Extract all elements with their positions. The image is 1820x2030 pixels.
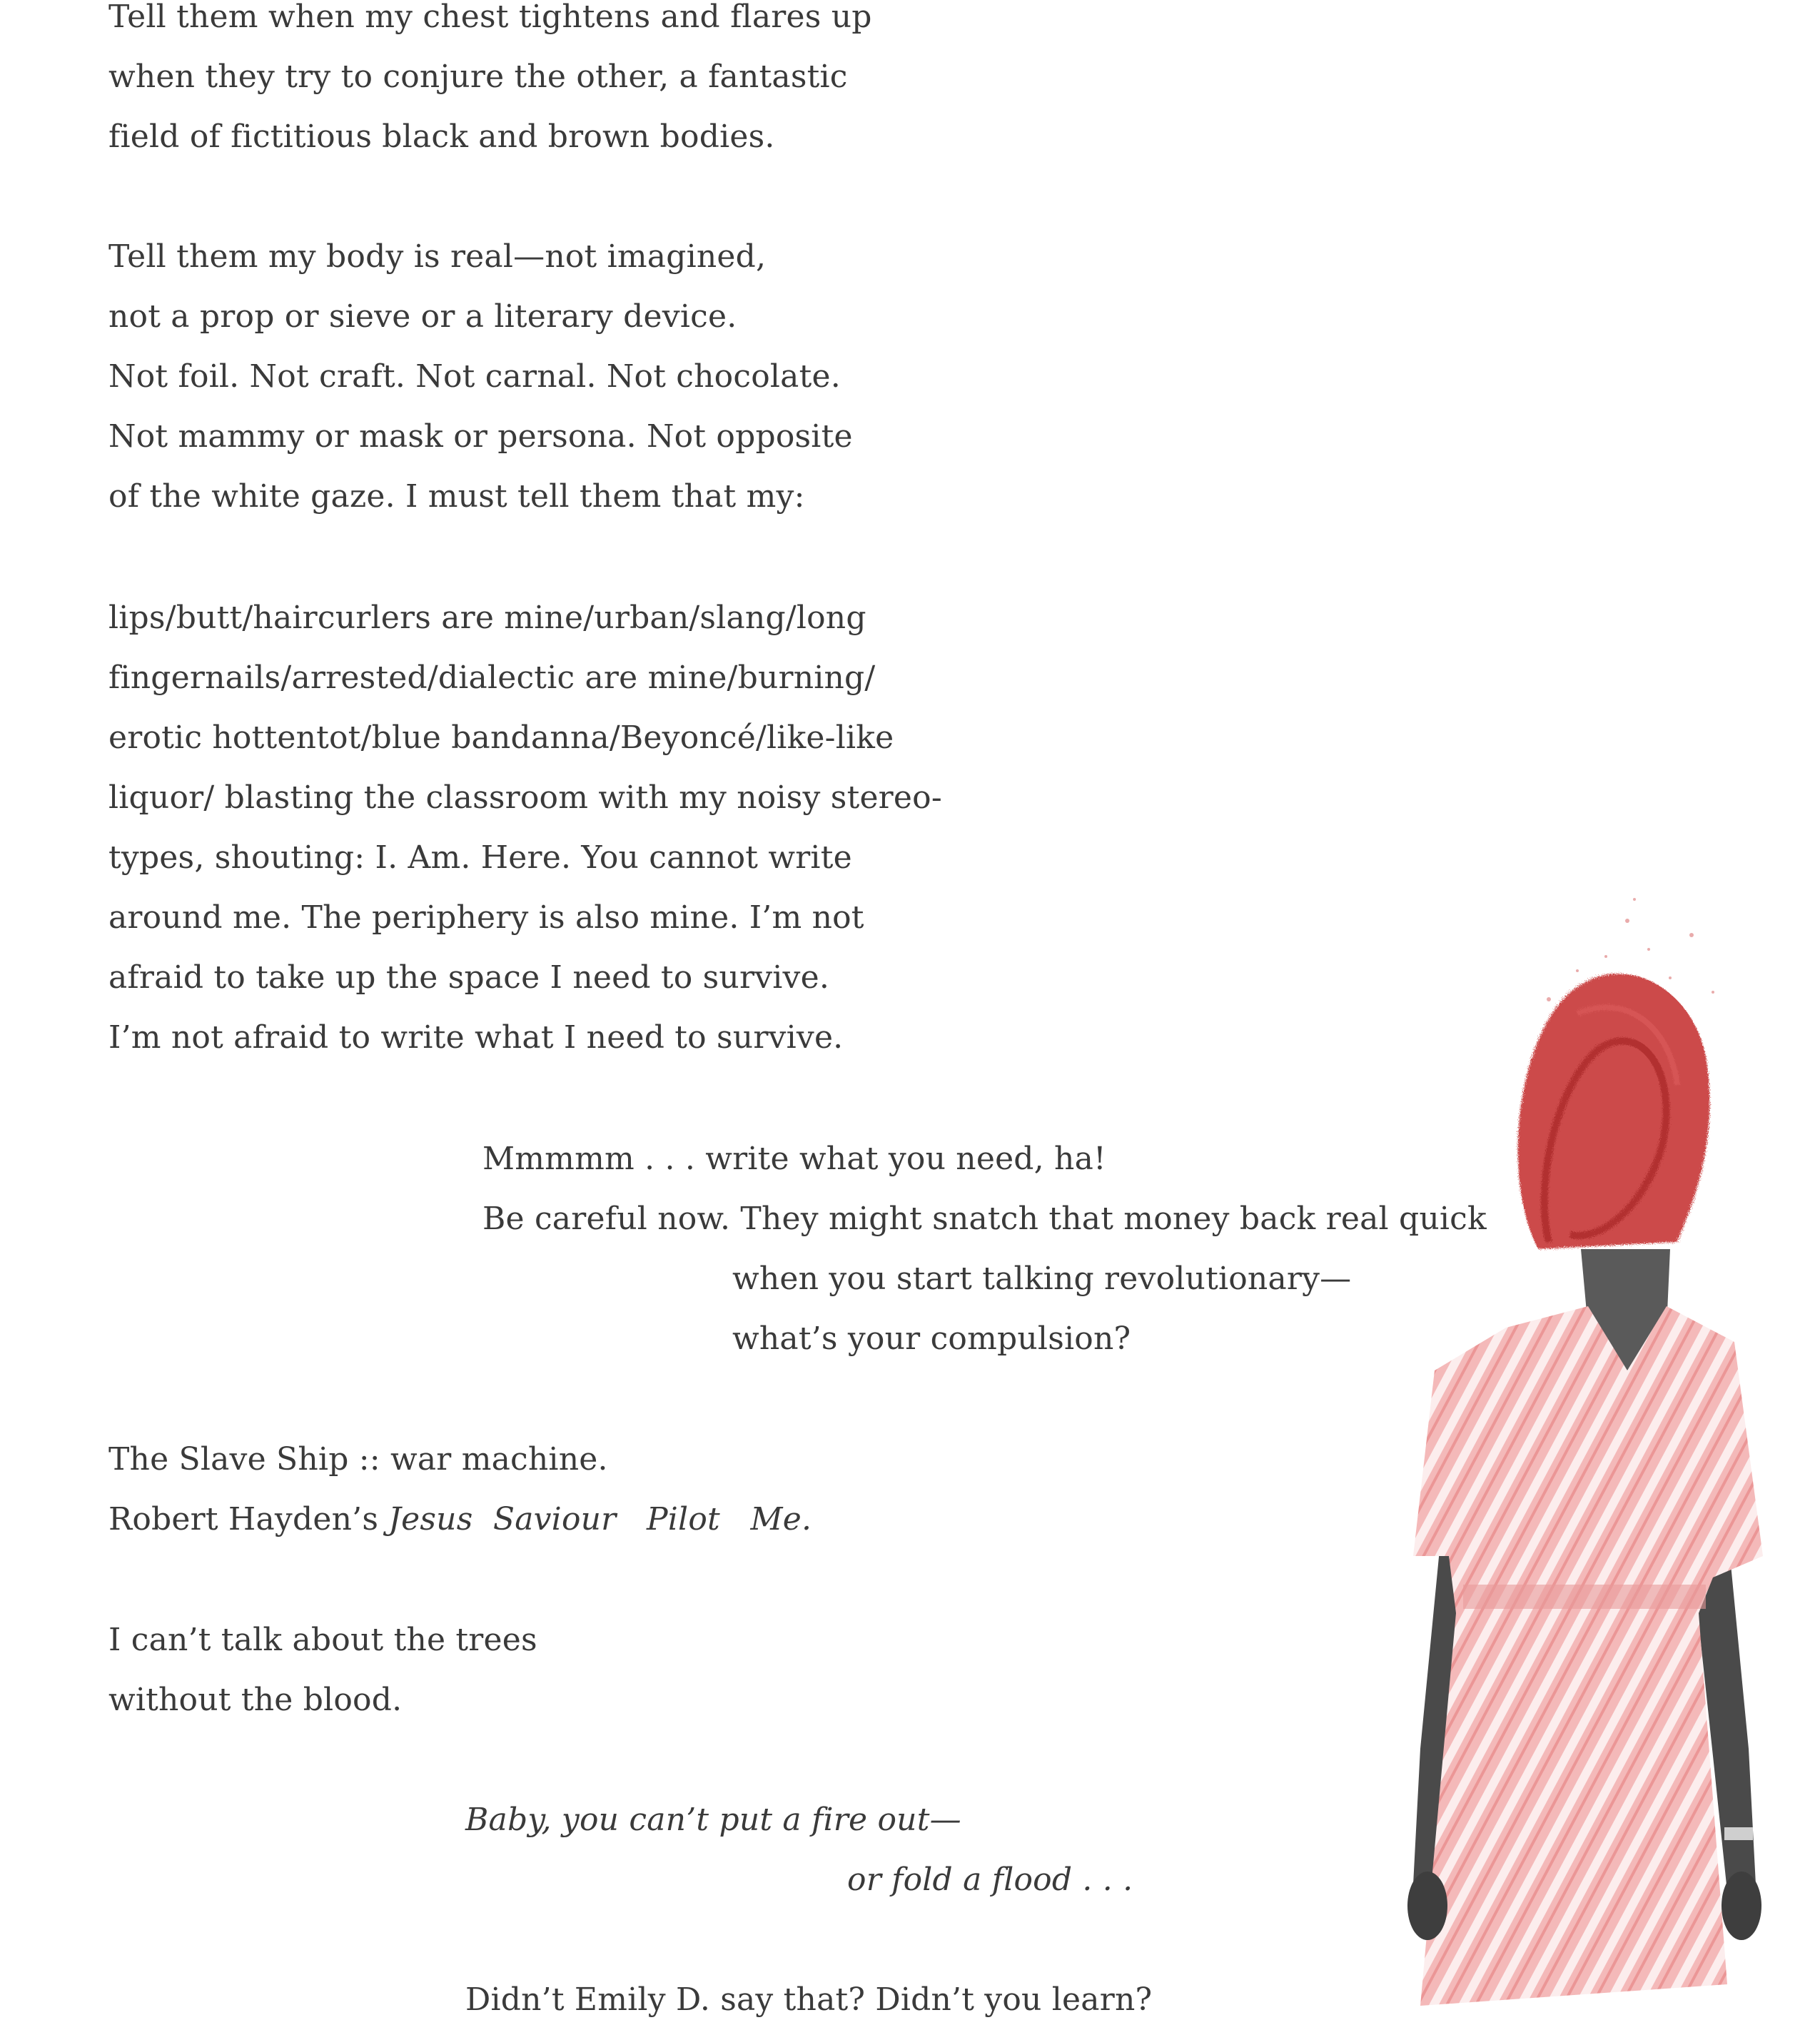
stanza-7 (465, 1790, 1133, 1910)
poem-line: fingernails/arrested/dialectic are mine/burning/ (108, 660, 876, 696)
poem-line: liquor/ blasting the classroom with my noisy stereo- (108, 779, 942, 816)
poem-line: not a prop or sieve or a literary device. (108, 298, 737, 335)
stanza-2 (108, 227, 853, 527)
right-hand-shape (1722, 1872, 1761, 1940)
stanza-4 (482, 1129, 1487, 1369)
poem-line: without the blood. (108, 1682, 403, 1718)
dress-belt-shape (1463, 1585, 1706, 1609)
stanza-8 (465, 1970, 1152, 2030)
poem-line: when they try to conjure the other, a fantastic (108, 59, 848, 95)
poem-title-italic: Jesus Saviour Pilot Me. (388, 1501, 812, 1537)
stanza-5 (108, 1430, 812, 1550)
poem-line: afraid to take up the space I need to survive. (108, 959, 830, 996)
poem-text: Robert Hayden’s (108, 1501, 389, 1537)
poem-line: Not foil. Not craft. Not carnal. Not chocolate. (108, 358, 841, 395)
poem-line: around me. The periphery is also mine. I’m not (108, 899, 864, 936)
stanza-6 (108, 1610, 537, 1730)
poem-line: I’m not afraid to write what I need to survive. (108, 1019, 844, 1056)
poem-line: Be careful now. They might snatch that money back real quick (482, 1201, 1487, 1237)
poem-line: The Slave Ship :: war machine. (108, 1441, 608, 1478)
poem-line (108, 1490, 812, 1550)
collage-figure-illustration (1392, 871, 1791, 2013)
poem-line: Not mammy or mask or persona. Not opposite (108, 418, 853, 455)
left-hand-shape (1407, 1872, 1447, 1940)
poem-line: of the white gaze. I must tell them that my: (108, 478, 805, 515)
poem-line: Didn’t Emily D. say that? Didn’t you learn? (465, 1981, 1153, 2018)
poem-line: erotic hottentot/blue bandanna/Beyoncé/like-like (108, 719, 894, 756)
poem-line: lips/butt/haircurlers are mine/urban/slang/long (108, 600, 866, 636)
stanza-3 (108, 588, 942, 1068)
poem-line: Baby, you can’t put a fire out— (465, 1802, 961, 1838)
poem-line: when you start talking revolutionary— (732, 1261, 1352, 1297)
poem-line: I can’t talk about the trees (108, 1622, 537, 1658)
stanza-1 (108, 0, 872, 167)
poem-line: types, shouting: I. Am. Here. You cannot write (108, 839, 852, 876)
wristwatch-icon (1724, 1827, 1753, 1840)
poem-line: Mmmmm . . . write what you need, ha! (482, 1141, 1106, 1177)
poem-line: or fold a flood . . . (847, 1862, 1133, 1898)
poem-line: field of fictitious black and brown bodies. (108, 118, 775, 155)
poem-line: Tell them my body is real—not imagined, (108, 238, 767, 275)
poem-line: what’s your compulsion? (732, 1320, 1131, 1357)
red-scribble-icon (1518, 974, 1710, 1249)
poem-line: Tell them when my chest tightens and flares up (108, 0, 872, 35)
